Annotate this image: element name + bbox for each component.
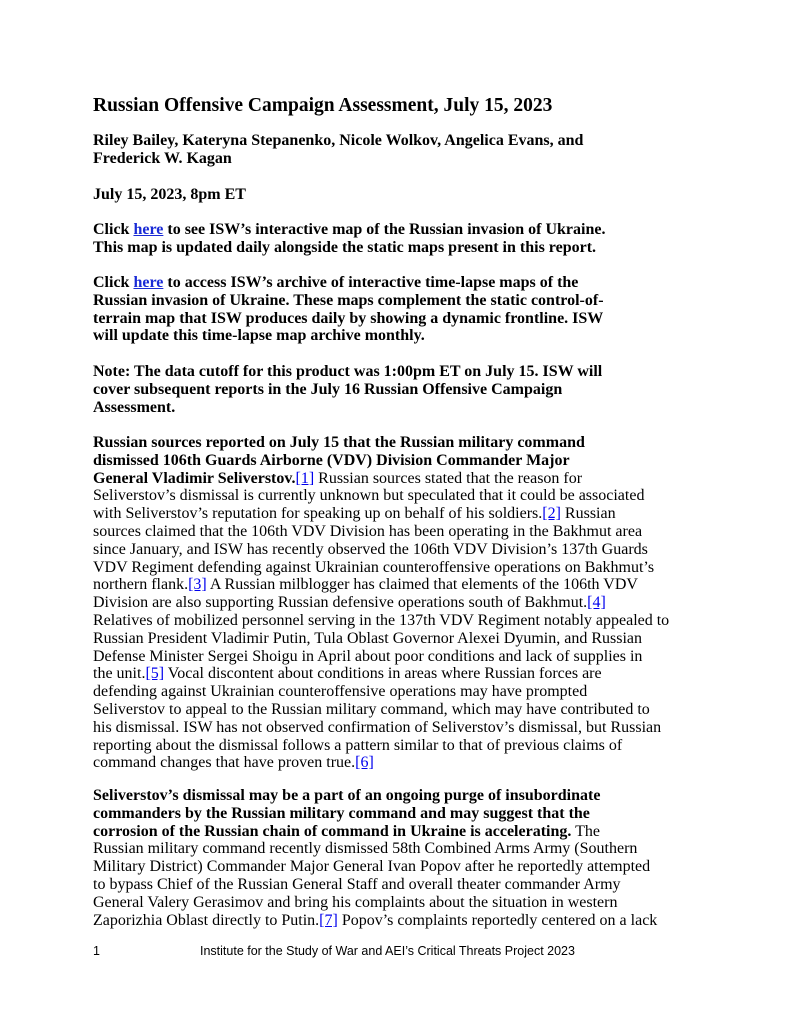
authors bbox=[93, 132, 703, 168]
footnote-link[interactable]: [6] bbox=[355, 754, 374, 772]
interactive-map-link[interactable]: here bbox=[133, 221, 164, 238]
text: defending against Ukrainian counteroffensive operations may have prompted bbox=[93, 683, 588, 701]
text: command changes that have proven true. bbox=[93, 754, 356, 772]
time-lapse-paragraph bbox=[93, 274, 703, 345]
text: to access ISW’s archive of interactive time-lapse maps of the bbox=[163, 274, 579, 291]
page-number: 1 bbox=[93, 944, 100, 958]
text: sources claimed that the 106th VDV Division has been operating in the Bakhmut area bbox=[93, 522, 643, 540]
authors-line: Riley Bailey, Kateryna Stepanenko, Nicole Wolkov, Angelica Evans, and bbox=[93, 132, 584, 149]
text: cover subsequent reports in the July 16 Russian Offensive Campaign bbox=[93, 380, 563, 398]
text: Russian President Vladimir Putin, Tula Oblast Governor Alexei Dyumin, and Russian bbox=[93, 629, 643, 647]
text: Division are also supporting Russian defensive operations south of Bakhmut. bbox=[93, 594, 588, 612]
footnote-link[interactable]: [4] bbox=[587, 594, 606, 612]
text: since January, and ISW has recently observed the 106th VDV Division’s 137th Guards bbox=[93, 540, 648, 558]
text: Russian sources reported on July 15 that the Russian military command bbox=[93, 434, 585, 451]
text: Russian military command recently dismissed 58th Combined Arms Army (Southern bbox=[93, 840, 638, 858]
document-title: Russian Offensive Campaign Assessment, July 15, 2023 bbox=[93, 95, 553, 116]
text: to see ISW’s interactive map of the Russian invasion of Ukraine. bbox=[163, 221, 606, 238]
text: The bbox=[571, 822, 600, 840]
text: Military District) Commander Major General Ivan Popov after he reportedly attempted bbox=[93, 858, 651, 876]
seliverstov-dismissal-paragraph bbox=[93, 434, 703, 772]
text: dismissed 106th Guards Airborne (VDV) Division Commander Major bbox=[93, 451, 570, 469]
text: Click bbox=[93, 274, 134, 291]
text: General Valery Gerasimov and bring his complaints about the situation in western bbox=[93, 893, 618, 911]
text: A Russian milblogger has claimed that elements of the 106th VDV bbox=[206, 576, 638, 594]
text: to bypass Chief of the Russian General Staff and overall theater commander Army bbox=[93, 875, 621, 893]
footnote-link[interactable]: [2] bbox=[542, 505, 561, 523]
text: Relatives of mobilized personnel serving in the 137th VDV Regiment notably appealed to bbox=[93, 611, 670, 629]
time-lapse-archive-link[interactable]: here bbox=[133, 274, 164, 291]
text: Defense Minister Sergei Shoigu in April about poor conditions and lack of supplies in bbox=[93, 647, 643, 665]
text: corrosion of the Russian chain of command in Ukraine is accelerating. bbox=[93, 822, 572, 840]
text: Russian sources stated that the reason for bbox=[314, 469, 583, 487]
text: Popov’s complaints reportedly centered on a lack bbox=[337, 911, 658, 929]
footer-text: Institute for the Study of War and AEI’s Critical Threats Project 2023 bbox=[200, 944, 575, 958]
data-cutoff-note bbox=[93, 363, 703, 416]
text: Vocal discontent about conditions in areas where Russian forces are bbox=[164, 665, 602, 683]
interactive-map-paragraph bbox=[93, 221, 703, 257]
date-text: July 15, 2023, 8pm ET bbox=[93, 186, 246, 203]
purge-paragraph bbox=[93, 787, 703, 929]
text: Note: The data cutoff for this product was 1:00pm ET on July 15. ISW will bbox=[93, 363, 603, 380]
text: This map is updated daily alongside the static maps present in this report. bbox=[93, 238, 597, 256]
text: with Seliverstov’s reputation for speaking up on behalf of his soldiers. bbox=[93, 505, 543, 523]
authors-line: Frederick W. Kagan bbox=[93, 149, 232, 167]
text: northern flank. bbox=[93, 576, 189, 594]
footnote-link[interactable]: [1] bbox=[295, 469, 315, 487]
text: his dismissal. ISW has not observed confirmation of Seliverstov’s dismissal, but Russian bbox=[93, 718, 662, 736]
text: Seliverstov to appeal to the Russian military command, which may have contributed to bbox=[93, 700, 650, 718]
text: General Vladimir Seliverstov. bbox=[93, 469, 296, 487]
text: commanders by the Russian military command and may suggest that the bbox=[93, 804, 590, 822]
footnote-link[interactable]: [7] bbox=[319, 911, 338, 929]
text: Click bbox=[93, 221, 134, 238]
report-date bbox=[93, 186, 703, 204]
text: reporting about the dismissal follows a pattern similar to that of previous claims of bbox=[93, 736, 623, 754]
text: Seliverstov’s dismissal is currently unknown but speculated that it could be associated bbox=[93, 487, 645, 505]
text: Zaporizhia Oblast directly to Putin. bbox=[93, 911, 320, 929]
text: will update this time-lapse map archive monthly. bbox=[93, 327, 425, 345]
text: Russian bbox=[560, 505, 616, 523]
text: Assessment. bbox=[93, 398, 176, 416]
text: Russian invasion of Ukraine. These maps complement the static control-of- bbox=[93, 291, 604, 309]
footnote-link[interactable]: [3] bbox=[188, 576, 207, 594]
text: Seliverstov’s dismissal may be a part of an ongoing purge of insubordinate bbox=[93, 787, 601, 804]
text: the unit. bbox=[93, 665, 146, 683]
text: terrain map that ISW produces daily by showing a dynamic frontline. ISW bbox=[93, 309, 604, 327]
footnote-link[interactable]: [5] bbox=[145, 665, 165, 683]
text: VDV Regiment defending against Ukrainian counteroffensive operations on Bakhmut’s bbox=[93, 558, 655, 576]
